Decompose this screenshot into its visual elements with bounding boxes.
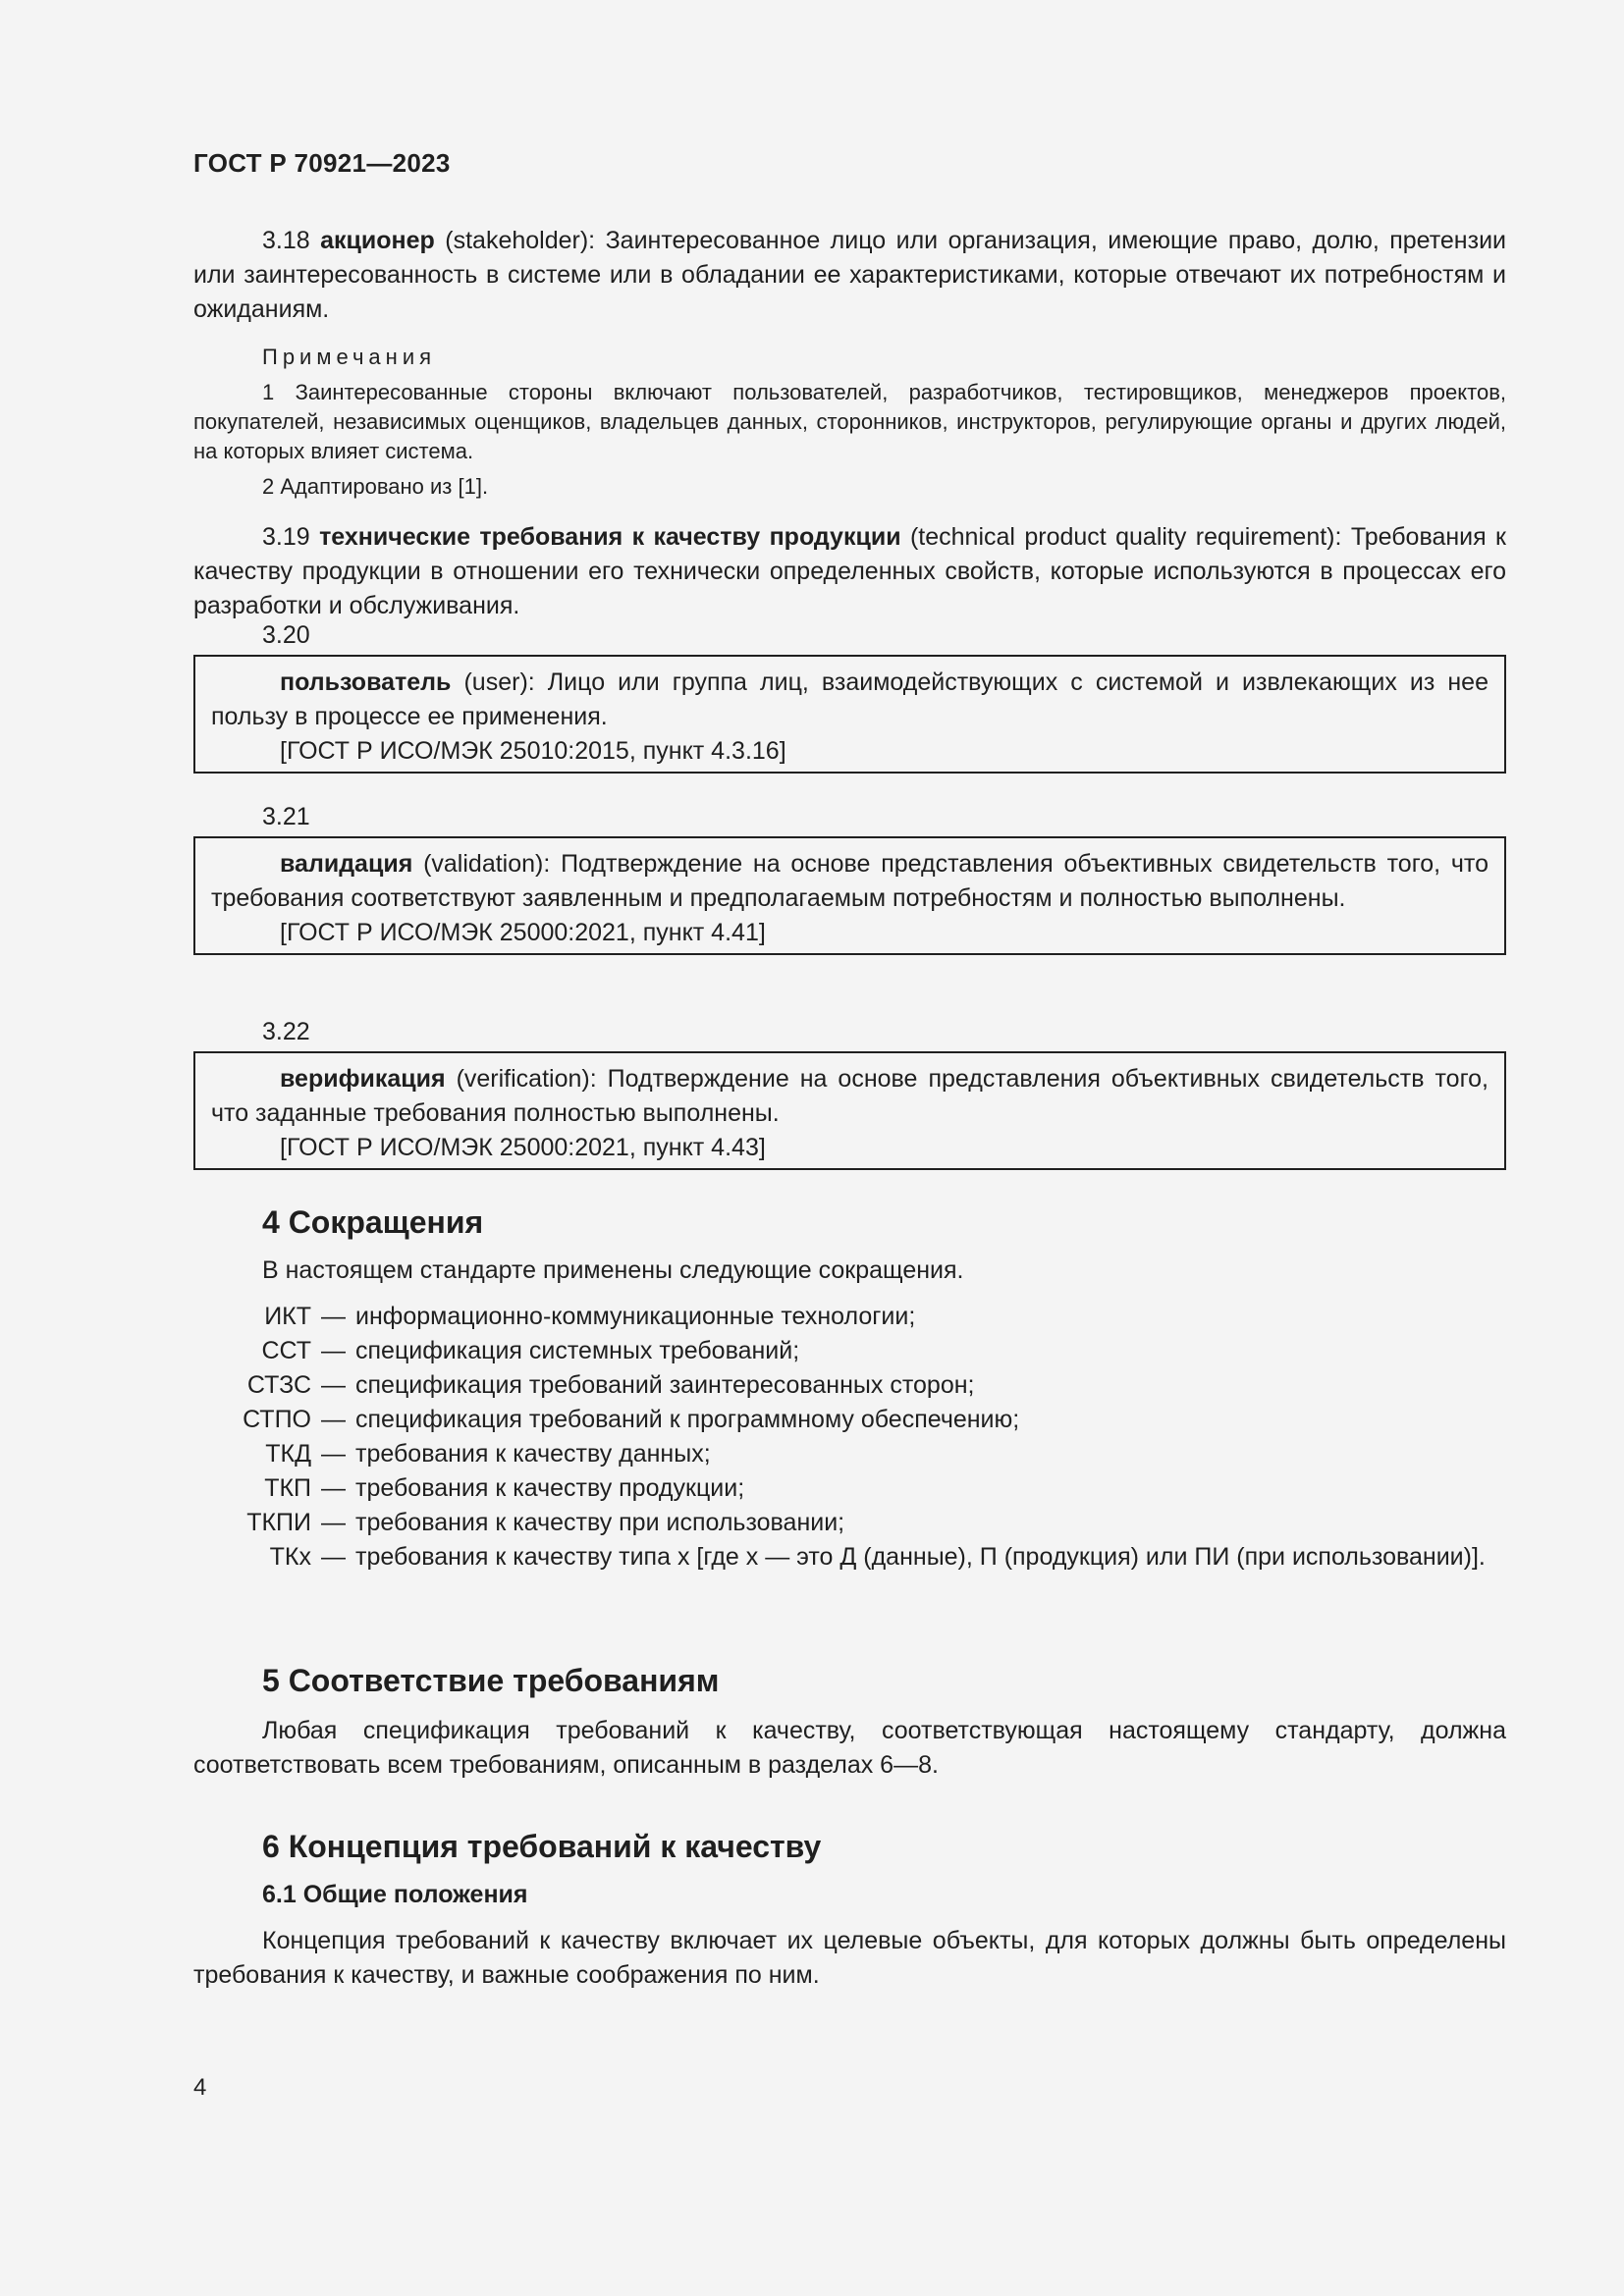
definition-3-19: [193, 520, 1506, 623]
clause-number: 3.21: [262, 803, 310, 830]
section-text: Любая спецификация требований к качеству, соответствующая настоящему стандарту, должна соответствовать всем требованиям, описанным в разделах 6—8.: [193, 1717, 1506, 1779]
document-code-header: ГОСТ Р 70921—2023: [193, 148, 451, 178]
list-item: СТЗС — спецификация требований заинтересованных сторон;: [193, 1368, 1506, 1403]
term: верификация: [280, 1065, 446, 1093]
term: технические требования к качеству продукции: [319, 523, 901, 551]
list-item: ТКП — требования к качеству продукции;: [193, 1471, 1506, 1506]
definition-3-22: [193, 1015, 1506, 1170]
abbreviation: ТКП: [264, 1474, 311, 1502]
subsection-heading: 6.1 Общие положения: [262, 1881, 528, 1908]
section-5: [193, 1664, 1506, 1783]
notes-label: Примечания: [262, 345, 437, 369]
notes-block: [193, 340, 1506, 502]
section-heading: 6 Концепция требований к качеству: [262, 1829, 822, 1864]
list-item: ССТ — спецификация системных требований;: [193, 1334, 1506, 1368]
term: акционер: [320, 227, 435, 254]
source-reference: [ГОСТ Р ИСО/МЭК 25000:2021, пункт 4.41]: [280, 919, 766, 946]
abbreviation-meaning: требования к качеству продукции;: [355, 1474, 745, 1502]
abbreviation-meaning: требования к качеству данных;: [355, 1440, 711, 1468]
term: валидация: [280, 850, 413, 878]
abbreviations-list: [193, 1300, 1506, 1575]
abbreviation: ИКТ: [264, 1303, 311, 1330]
definition-text: (verification): Подтверждение на основе представления объективных свидетельств того, что заданные требования полностью выполнены.: [211, 1065, 1489, 1127]
abbreviation: ССТ: [261, 1337, 311, 1364]
abbreviation-meaning: спецификация требований заинтересованных сторон;: [355, 1371, 975, 1399]
abbreviation: СТПО: [243, 1406, 311, 1433]
definition-3-18: [193, 224, 1506, 327]
clause-number: 3.18: [262, 227, 310, 254]
definition-text: (validation): Подтверждение на основе представления объективных свидетельств того, что требования соответствуют заявленным и предполагаемым потребностям и полностью выполнены.: [211, 850, 1489, 912]
section-4: [193, 1205, 1506, 1575]
section-text: Концепция требований к качеству включает их целевые объекты, для которых должны быть определены требования к качеству, и важные соображения по ним.: [193, 1927, 1506, 1989]
note-1: 1 Заинтересованные стороны включают пользователей, разработчиков, тестировщиков, менеджеров проектов, покупателей, независимых оценщиков, владельцев данных, сторонников, инструкторов, регулирующие органы и других людей, на которых влияет система.: [193, 380, 1506, 463]
list-item: ТКПИ — требования к качеству при использовании;: [193, 1506, 1506, 1540]
definition-box: [193, 836, 1506, 955]
list-item: СТПО — спецификация требований к программному обеспечению;: [193, 1403, 1506, 1437]
abbreviation-meaning: спецификация системных требований;: [355, 1337, 800, 1364]
abbreviation: СТЗС: [246, 1371, 311, 1399]
definition-box: [193, 655, 1506, 774]
definition-3-21: [193, 800, 1506, 955]
note-2: 2 Адаптировано из [1].: [262, 474, 489, 499]
list-item: ТКД — требования к качеству данных;: [193, 1437, 1506, 1471]
section-heading: 4 Сокращения: [262, 1204, 484, 1240]
term: пользователь: [280, 668, 452, 696]
list-item: ИКТ — информационно-коммуникационные технологии;: [193, 1300, 1506, 1334]
abbreviation-meaning: информационно-коммуникационные технологии;: [355, 1303, 916, 1330]
clause-number: 3.19: [262, 523, 310, 551]
abbreviation: ТКх: [269, 1543, 311, 1571]
definition-3-20: [193, 618, 1506, 774]
abbreviation-meaning: требования к качеству при использовании;: [355, 1509, 845, 1536]
definition-text: (user): Лицо или группа лиц, взаимодействующих с системой и извлекающих из нее пользу в процессе ее применения.: [211, 668, 1489, 730]
section-6: [193, 1830, 1506, 1993]
definition-text: (stakeholder): Заинтересованное лицо или организация, имеющие право, долю, претензии или заинтересованность в системе или в обладании ее характеристиками, которые отвечают их потребностям и ожиданиям.: [193, 227, 1506, 323]
source-reference: [ГОСТ Р ИСО/МЭК 25010:2015, пункт 4.3.16]: [280, 737, 786, 765]
abbreviation: ТКПИ: [246, 1509, 311, 1536]
section-intro: В настоящем стандарте применены следующие сокращения.: [262, 1256, 964, 1284]
source-reference: [ГОСТ Р ИСО/МЭК 25000:2021, пункт 4.43]: [280, 1134, 766, 1161]
definition-box: [193, 1051, 1506, 1170]
abbreviation-meaning: требования к качеству типа х [где х — это Д (данные), П (продукция) или ПИ (при использовании)].: [355, 1543, 1486, 1571]
clause-number: 3.20: [262, 621, 310, 649]
abbreviation-meaning: спецификация требований к программному обеспечению;: [355, 1406, 1020, 1433]
page-number: 4: [193, 2074, 207, 2101]
list-item: ТКх — требования к качеству типа х [где х — это Д (данные), П (продукция) или ПИ (при использовании)].: [193, 1540, 1506, 1575]
clause-number: 3.22: [262, 1018, 310, 1045]
section-heading: 5 Соответствие требованиям: [262, 1663, 720, 1698]
definition-text: (technical product quality requirement): Требования к качеству продукции в отношении его технически определенных свойств, которые используются в процессах его разработки и обслуживания.: [193, 523, 1506, 619]
abbreviation: ТКД: [265, 1440, 311, 1468]
